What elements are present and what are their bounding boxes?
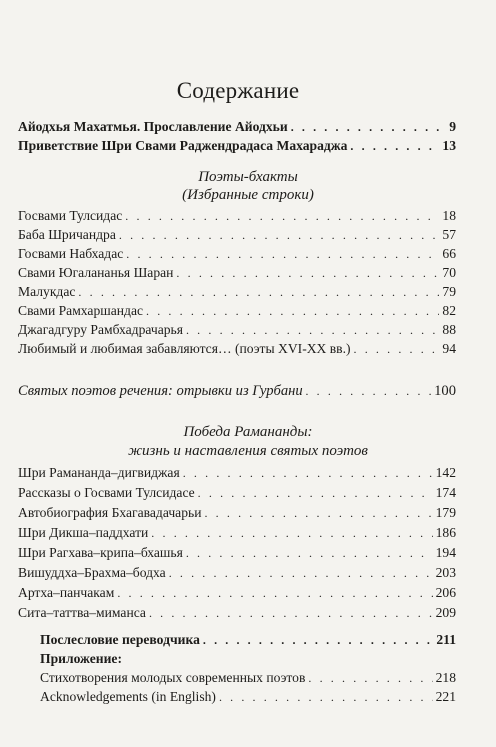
toc-entry: Любимый и любимая забавляются… (поэты XVI-XX вв.) . . . 94	[18, 340, 456, 358]
toc-entry: Acknowledgements (in English) . . . 221	[40, 688, 456, 706]
toc-entry-afterword: Послесловие переводчика . . . 211	[40, 631, 456, 649]
toc-entry: Стихотворения молодых современных поэтов . . . 218	[40, 669, 456, 687]
section-heading: Поэты-бхакты	[198, 169, 298, 185]
toc-entry: Свами Рамхаршандас . . . 82	[18, 302, 456, 320]
toc-entry: Джагадгуру Рамбхадрачарья . . . 88	[18, 321, 456, 339]
toc-entry: Артха–панчакам . . . 206	[18, 584, 456, 602]
page-title: Содержание	[176, 78, 300, 103]
section-subheading: жизнь и наставления святых поэтов	[128, 443, 368, 459]
toc-entry-gurbani: Святых поэтов речения: отрывки из Гурбани . . . 100	[18, 382, 456, 400]
toc-entry: Вишуддха–Брахма–бодха . . . 203	[18, 564, 456, 582]
toc-entry: Госвами Набхадас . . . 66	[18, 245, 456, 263]
toc-entry: Малукдас . . . 79	[18, 283, 456, 301]
toc-entry: Шри Дикша–паддхати . . . 186	[18, 524, 456, 542]
toc-entry: Шри Рагхава–крипа–бхашья . . . 194	[18, 544, 456, 562]
toc-entry: Шри Рамананда–дигвиджая . . . 142	[18, 464, 456, 482]
section-heading: Победа Рамананды:	[183, 424, 313, 440]
toc-entry: Госвами Тулсидас . . . 18	[18, 207, 456, 225]
toc-entry: Автобиография Бхагавадачарьи . . . 179	[18, 504, 456, 522]
toc-entry: Приветствие Шри Свами Раджендрадаса Махараджа . . . 13	[18, 137, 456, 155]
toc-entry: Свами Югалананья Шаран . . . 70	[18, 264, 456, 282]
toc-entry: Сита–таттва–миманса . . . 209	[18, 604, 456, 622]
appendix-heading: Приложение:	[40, 651, 122, 666]
toc-entry: Баба Шричандра . . . 57	[18, 226, 456, 244]
toc-entry: Рассказы о Госвами Тулсидасе . . . 174	[18, 484, 456, 502]
section-subheading: (Избранные строки)	[182, 187, 314, 203]
toc-entry: Айодхья Махатмья. Прославление Айодхьи . . . 9	[18, 118, 456, 136]
